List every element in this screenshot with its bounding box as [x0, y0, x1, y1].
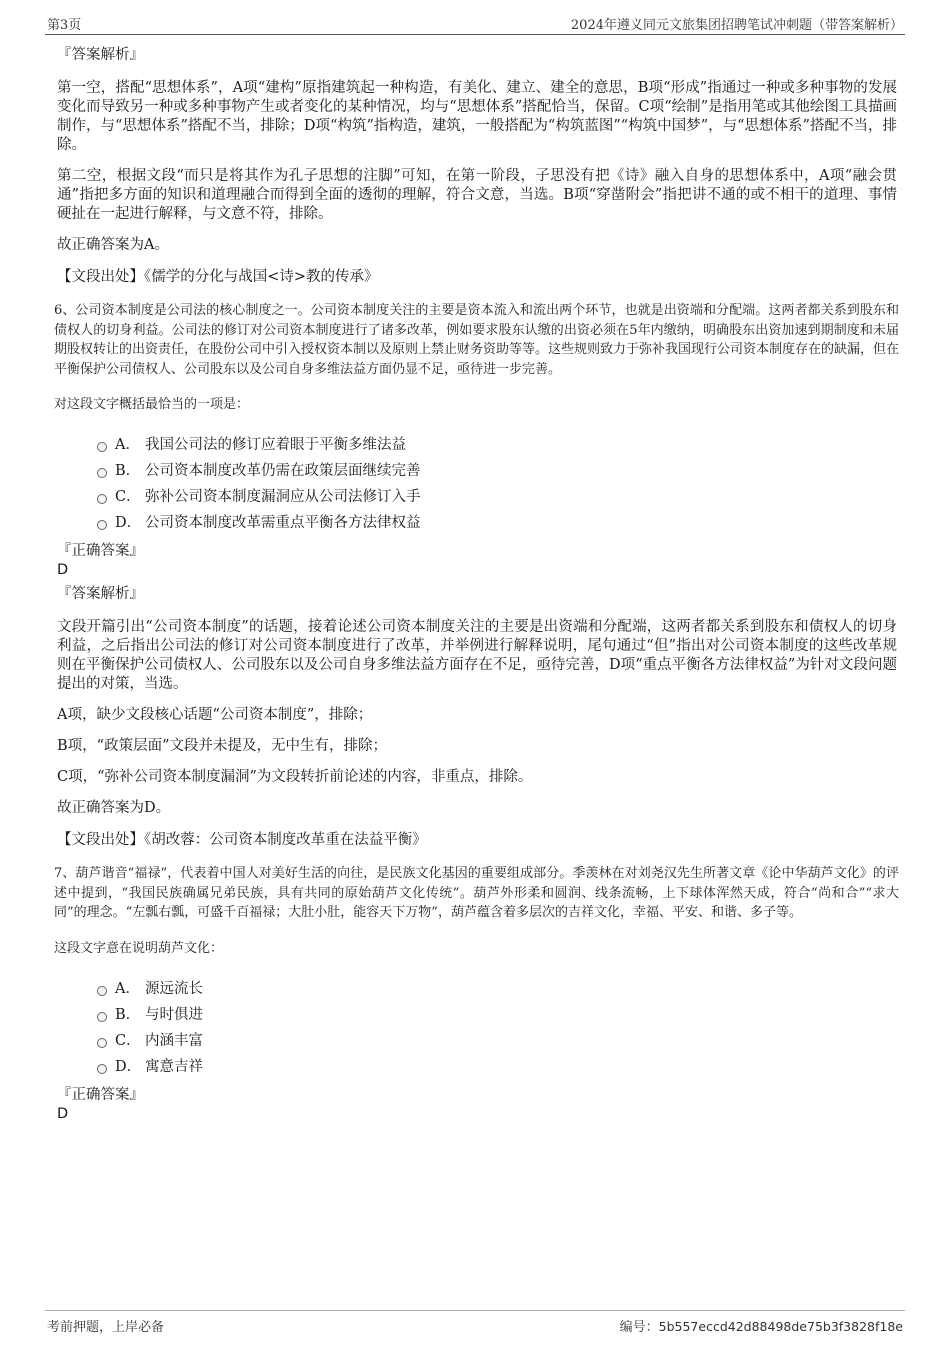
option-letter: B．: [115, 1006, 141, 1023]
q7-options: [97, 976, 897, 1080]
page-footer: [45, 1310, 905, 1335]
option-text: 公司资本制度改革需重点平衡各方法律权益: [145, 515, 421, 531]
q5-analysis-paragraph-2: 第二空，根据文段“而只是将其作为孔子思想的注脚”可知，在第一阶段，子思没有把《诗》融入自身的思想体系中，A项“融会贯通”指把多方面的知识和道理融合而得到全面的透彻的理解，符合文意，当选。B项“穿凿附会”指把讲不通的或不相干的道理、事情硬扯在一起进行解释，与文意不符，排除。: [57, 168, 897, 222]
q7-option-d[interactable]: [97, 1054, 897, 1080]
option-letter: A．: [115, 437, 140, 453]
q6-analysis: 文段开篇引出“公司资本制度”的话题，接着论述公司资本制度关注的主要是出资端和分配端，这两者都关系到股东和债权人的切身利益，之后指出公司法的修订对公司资本制度进行了改革，并举例进行解释说明，尾句通过“但”指出对公司资本制度的这些改革规则在平衡保护公司债权人、公司股东以及公司自身多维法益方面存在不足，亟待完善，D项“重点平衡各方法律权益”为针对文段问题提出的对策，当选。: [57, 619, 897, 692]
q6-answer-label: 『正确答案』: [57, 543, 144, 559]
q7-option-b[interactable]: [97, 1002, 897, 1028]
q6-option-b-analysis: B项，“政策层面”文段并未提及，无中生有，排除；: [57, 738, 387, 754]
q6-option-d[interactable]: [97, 510, 897, 536]
option-text: 公司资本制度改革仍需在政策层面继续完善: [145, 463, 421, 479]
option-text: 寓意吉祥: [145, 1058, 203, 1075]
q6-option-c-analysis: C项，“弥补公司资本制度漏洞”为文段转折前论述的内容，非重点，排除。: [57, 769, 533, 785]
page-header: [45, 14, 905, 35]
option-text: 弥补公司资本制度漏洞应从公司法修订入手: [145, 489, 421, 505]
option-letter: C．: [115, 489, 141, 505]
option-letter: D．: [115, 1058, 142, 1075]
q7-stem: 7、葫芦谐音“福禄”，代表着中国人对美好生活的向往，是民族文化基因的重要组成部分。季羡林在对刘尧汉先生所著文章《论中华葫芦文化》的评述中提到，“我国民族确属兄弟民族，具有共同的原始葫芦文化传统”。葫芦外形柔和圆润、线条流畅，上下球体浑然天成，符合“尚和合”“求大同”的理念。“左瓢右瓢，可盛千百福禄；大肚小肚，能容天下万物”，葫芦蕴含着多层次的吉祥文化，幸福、平安、和谐、多子等。: [54, 866, 899, 920]
q6-option-b[interactable]: [97, 458, 897, 484]
option-letter: D．: [115, 515, 142, 531]
q6-options: [97, 432, 897, 536]
q6-option-a[interactable]: [97, 432, 897, 458]
q6-prompt: 对这段文字概括最恰当的一项是：: [54, 397, 250, 412]
q5-analysis-paragraph-1: 第一空，搭配“思想体系”，A项“建构”原指建筑起一种构造，有美化、建立、建全的意思，B项“形成”指通过一种或多种事物的发展变化而导致另一种或多种事物产生或者变化的某种情况，均与“思想体系”搭配恰当，保留。C项“绘制”是指用笔或其他绘图工具描画制作，与“思想体系”搭配不当，排除；D项“构筑”指构造，建筑，一般搭配为“构筑蓝图”“构筑中国梦”，与“思想体系”搭配不当，排除。: [57, 80, 897, 153]
q6-stem: 6、公司资本制度是公司法的核心制度之一。公司资本制度关注的主要是资本流入和流出两个环节，也就是出资端和分配端。这两者都关系到股东和债权人的切身利益。公司法的修订对公司资本制度进行了诸多改革，例如要求股东认缴的出资必须在5年内缴纳，明确股东出资加速到期制度和未届期股权转让的出资责任，在股份公司中引入授权资本制以及原则上禁止财务资助等等。这些规则致力于弥补我国现行公司资本制度存在的缺漏，但在平衡保护公司债权人、公司股东以及公司自身多维法益方面仍显不足，亟待进一步完善。: [54, 303, 900, 377]
q5-analysis-label: 『答案解析』: [57, 47, 144, 63]
option-letter: B．: [115, 463, 141, 479]
radio-icon[interactable]: [97, 1038, 107, 1048]
q6-option-a-analysis: A项，缺少文段核心话题“公司资本制度”，排除；: [57, 707, 373, 723]
radio-icon[interactable]: [97, 1012, 107, 1022]
q5-source: 【文段出处】《儒学的分化与战国<诗>教的传承》: [57, 269, 379, 285]
q7-option-a[interactable]: [97, 976, 897, 1002]
option-text: 我国公司法的修订应着眼于平衡多维法益: [145, 437, 406, 453]
document-title: 2024年遵义同元文旅集团招聘笔试冲刺题（带答案解析）: [570, 18, 903, 33]
radio-icon[interactable]: [97, 494, 107, 504]
page-content: [54, 45, 900, 1128]
q5-conclusion: 故正确答案为A。: [57, 237, 169, 253]
q6-answer: D: [57, 562, 69, 578]
q7-answer-label: 『正确答案』: [57, 1086, 144, 1103]
radio-icon[interactable]: [97, 520, 107, 530]
option-text: 内涵丰富: [145, 1032, 203, 1049]
option-letter: C．: [115, 1032, 141, 1049]
q6-option-c[interactable]: [97, 484, 897, 510]
radio-icon[interactable]: [97, 986, 107, 996]
option-letter: A．: [115, 980, 140, 997]
document-code-label: 编号：: [619, 1320, 659, 1335]
document-code: [620, 1316, 903, 1335]
q7-answer: D: [57, 1105, 69, 1122]
radio-icon[interactable]: [97, 468, 107, 478]
footer-slogan: 考前押题，上岸必备: [47, 1320, 165, 1335]
q6-analysis-label: 『答案解析』: [57, 586, 144, 602]
option-text: 与时俱进: [145, 1006, 203, 1023]
q7-option-c[interactable]: [97, 1028, 897, 1054]
document-code-value: 5b557eccd42d88498de75b3f3828f18e: [658, 1319, 903, 1334]
option-text: 源远流长: [145, 980, 203, 997]
q6-conclusion: 故正确答案为D。: [57, 800, 171, 816]
radio-icon[interactable]: [97, 442, 107, 452]
radio-icon[interactable]: [97, 1064, 107, 1074]
page-number: 第3页: [47, 18, 82, 33]
q7-prompt: 这段文字意在说明葫芦文化：: [54, 940, 224, 956]
q6-source: 【文段出处】《胡改蓉：公司资本制度改革重在法益平衡》: [57, 832, 427, 848]
